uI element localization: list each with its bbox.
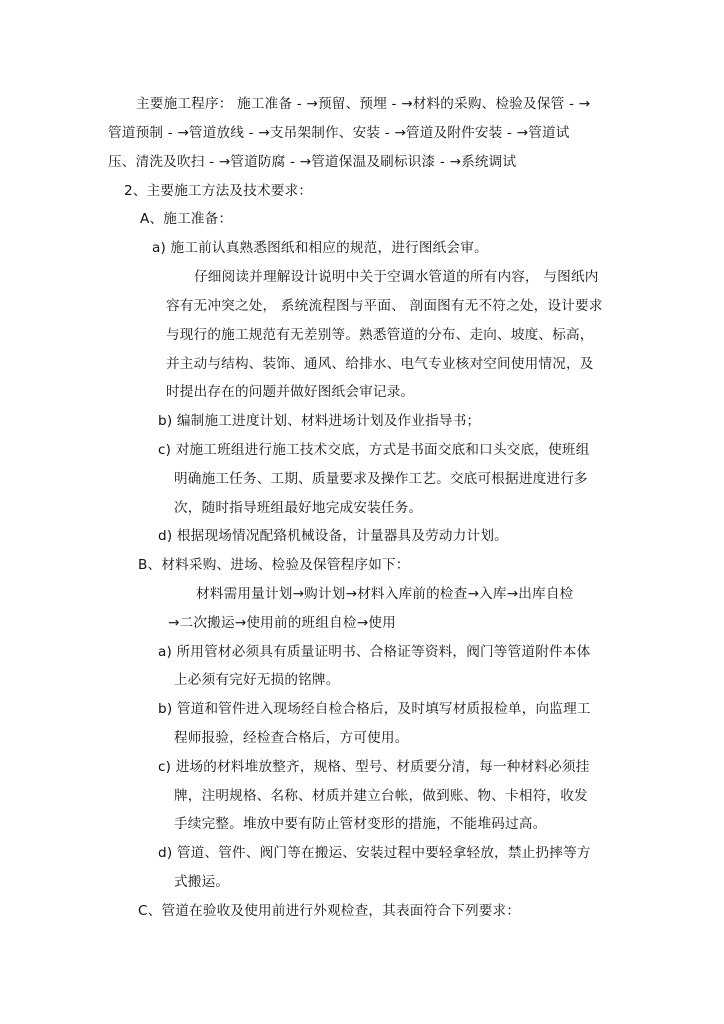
item-b-a-line-1: a) 所用管材必须具有质量证明书、合格证等资料，阀门等管道附件本体 (158, 644, 591, 660)
procedure-line-2: 管道预制 - →管道放线 - →支吊架制作、安装 - →管道及附件安装 - →管道试 (108, 125, 570, 141)
paragraph-a-line-3: 与现行的施工规范有无差别等。熟悉管道的分布、走向、坡度、标高， (166, 327, 594, 343)
item-b-d-line-2: 式搬运。 (174, 874, 230, 890)
item-a-a: a) 施工前认真熟悉图纸和相应的规范，进行图纸会审。 (152, 240, 488, 256)
item-b-c-line-2: 牌，注明规格、名称、材质并建立台帐，做到账、物、卡相符，收发 (174, 788, 588, 804)
item-a-c-line-2: 明确施工任务、工期、质量要求及操作工艺。交底可根据进度进行多 (174, 471, 588, 487)
item-a-b: b) 编制施工进度计划、材料进场计划及作业指导书； (158, 413, 481, 429)
item-a-c-line-1: c) 对施工班组进行施工技术交底，方式是书面交底和口头交底，使班组 (158, 442, 590, 458)
procedure-line-3: 压、清洗及吹扫 - →管道防腐 - →管道保温及刷标识漆 - →系统调试 (108, 154, 517, 170)
item-a-d: d) 根据现场情况配臵机械设备，计量器具及劳动力计划。 (158, 528, 508, 544)
item-b-c-line-1: c) 进场的材料堆放整齐，规格、型号、材质要分清，每一种材料必须挂 (158, 759, 590, 775)
material-flow-line-1: 材料需用量计划→购计划→材料入库前的检查→入库→出库自检 (196, 586, 574, 602)
procedure-line-1: 主要施工程序： 施工准备 - →预留、预埋 - →材料的采购、检验及保管 - → (136, 96, 591, 112)
item-b-a-line-2: 上必须有完好无损的铭牌。 (174, 672, 340, 688)
section-2-heading: 2、主要施工方法及技术要求： (124, 183, 313, 199)
paragraph-a-line-5: 时提出存在的问题并做好图纸会审记录。 (166, 384, 415, 400)
section-b-heading: B、材料采购、进场、检验及保管程序如下： (138, 557, 410, 573)
section-a-heading: A、施工准备： (140, 211, 233, 227)
item-a-c-line-3: 次，随时指导班组最好地完成安装任务。 (174, 500, 423, 516)
paragraph-a-line-2: 容有无冲突之处， 系统流程图与平面、 剖面图有无不符之处，设计要求 (166, 298, 603, 314)
section-c-heading: C、管道在验收及使用前进行外观检查，其表面符合下列要求： (138, 903, 521, 919)
item-b-b-line-2: 程师报验，经检查合格后，方可使用。 (174, 730, 409, 746)
paragraph-a-line-4: 并主动与结构、装饰、通风、给排水、电气专业核对空间使用情况，及 (166, 356, 594, 372)
item-b-c-line-3: 手续完整。堆放中要有防止管材变形的措施，不能堆码过高。 (174, 816, 547, 832)
material-flow-line-2: →二次搬运→使用前的班组自检→使用 (168, 615, 396, 631)
item-b-b-line-1: b) 管道和管件进入现场经自检合格后，及时填写材质报检单，向监理工 (158, 701, 591, 717)
paragraph-a-line-1: 仔细阅读并理解设计说明中关于空调水管道的所有内容， 与图纸内 (194, 269, 599, 285)
item-b-d-line-1: d) 管道、管件、阀门等在搬运、安装过程中要轻拿轻放，禁止扔摔等方 (158, 845, 591, 861)
